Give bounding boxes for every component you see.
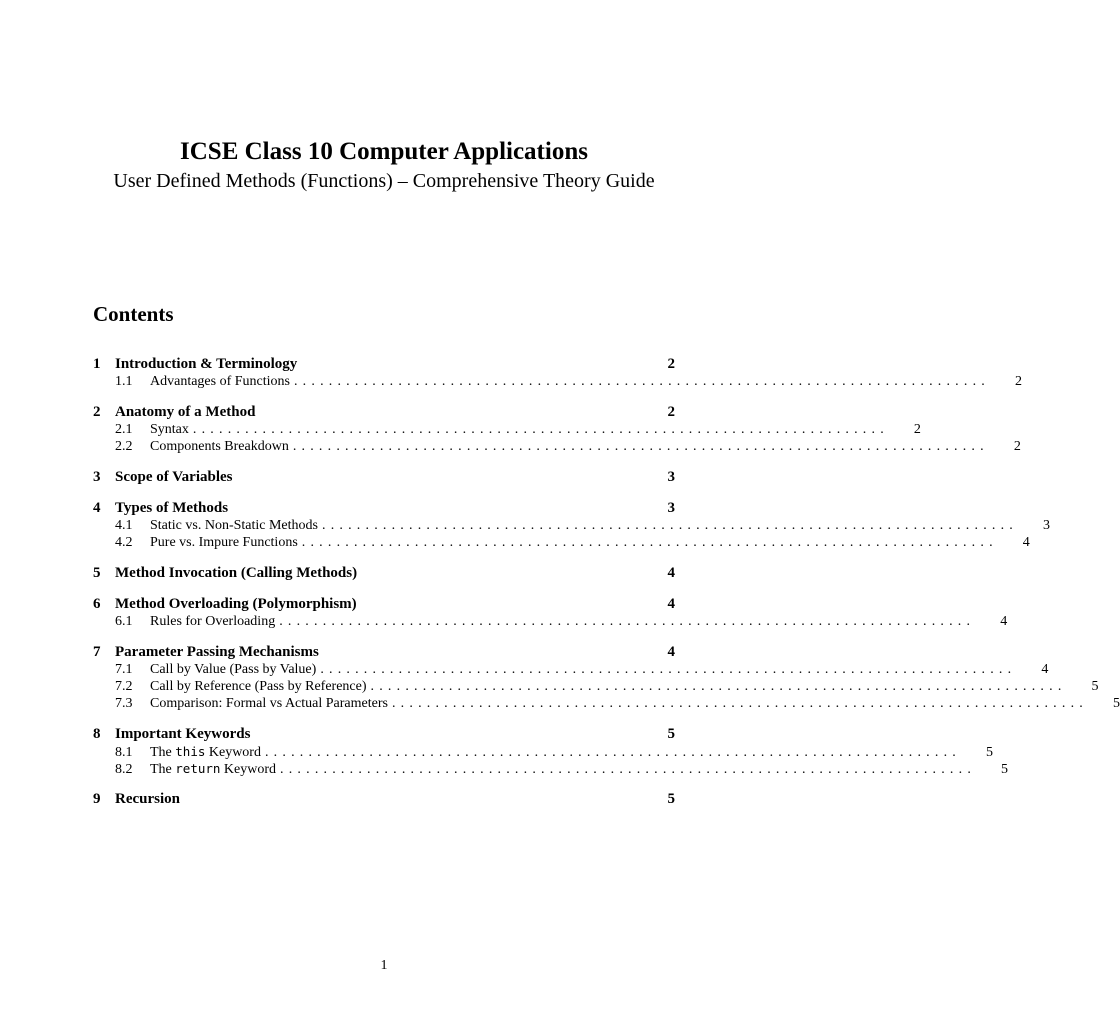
toc-subsection-1.1[interactable]	[115, 373, 1022, 390]
toc-subsection-7.2[interactable]	[115, 678, 1099, 695]
toc-section-title: Introduction & Terminology	[115, 356, 298, 372]
toc-section-number: 6	[93, 596, 101, 612]
toc-subsection-page: 2	[913, 422, 921, 437]
toc-subsection-number: 7.1	[115, 662, 133, 677]
document-title: ICSE Class 10 Computer Applications	[180, 138, 588, 165]
toc-subsection-4.1[interactable]	[115, 517, 1050, 534]
toc-section-2[interactable]	[93, 403, 675, 421]
toc-section-8[interactable]	[93, 725, 675, 743]
toc-subsection-page: 4	[1022, 535, 1030, 550]
toc-subsection-title: Syntax	[150, 422, 189, 437]
toc-subsection-page: 2	[1014, 374, 1022, 389]
toc-section-number: 8	[93, 726, 101, 742]
dot-leader: ................................................................................	[301, 535, 998, 550]
toc-subsection-number: 4.2	[115, 535, 133, 550]
toc-subsection-number: 8.1	[115, 745, 133, 760]
toc-section-title: Method Overloading (Polymorphism)	[115, 596, 357, 612]
toc-section-page: 5	[667, 726, 675, 742]
document-subtitle: User Defined Methods (Functions) – Comprehensive Theory Guide	[113, 170, 655, 192]
toc-subsection-page: 5	[985, 745, 993, 760]
toc-subsection-4.2[interactable]	[115, 534, 1030, 551]
dot-leader: ................................................................................	[322, 518, 1018, 533]
toc-subsection-number: 4.1	[115, 518, 133, 533]
toc-subsection-title: Pure vs. Impure Functions	[150, 535, 298, 550]
toc-section-page: 4	[667, 644, 675, 660]
toc-section-4[interactable]	[93, 499, 675, 517]
toc-subsection-2.2[interactable]	[115, 438, 1021, 455]
toc-subsection-number: 2.1	[115, 422, 133, 437]
dot-leader: ................................................................................	[192, 422, 889, 437]
toc-section-number: 4	[93, 500, 101, 516]
dot-leader: ................................................................................	[370, 679, 1067, 694]
dot-leader: ................................................................................	[292, 439, 989, 454]
toc-subsection-title: Advantages of Functions	[150, 374, 290, 389]
dot-leader: ................................................................................	[280, 762, 977, 777]
table-of-contents	[93, 355, 1120, 808]
toc-subsection-title: Static vs. Non-Static Methods	[150, 518, 318, 533]
toc-section-6[interactable]	[93, 595, 675, 613]
code-keyword: return	[175, 761, 221, 776]
toc-subsection-title: Call by Reference (Pass by Reference)	[150, 679, 367, 694]
toc-subsection-title: The return Keyword	[150, 761, 277, 777]
code-keyword: this	[175, 744, 206, 759]
toc-subsection-number: 7.2	[115, 679, 133, 694]
toc-subsection-page: 5	[1112, 696, 1120, 711]
toc-section-page: 2	[667, 404, 675, 420]
toc-subsection-title: Comparison: Formal vs Actual Parameters	[150, 696, 388, 711]
toc-subsection-page: 4	[1000, 614, 1008, 629]
toc-section-title: Types of Methods	[115, 500, 229, 516]
toc-subsection-number: 8.2	[115, 762, 133, 777]
toc-section-number: 1	[93, 356, 101, 372]
toc-subsection-page: 4	[1041, 662, 1049, 677]
toc-subsection-7.1[interactable]	[115, 661, 1049, 678]
toc-section-title: Anatomy of a Method	[115, 404, 256, 420]
toc-section-5[interactable]	[93, 564, 675, 582]
toc-section-title: Important Keywords	[115, 726, 251, 742]
toc-subsection-page: 5	[1001, 762, 1009, 777]
toc-section-number: 5	[93, 565, 101, 581]
toc-subsection-2.1[interactable]	[115, 421, 921, 438]
dot-leader: ................................................................................	[279, 614, 976, 629]
toc-section-page: 4	[667, 565, 675, 581]
toc-subsection-title: Components Breakdown	[150, 439, 289, 454]
toc-subsection-number: 1.1	[115, 374, 133, 389]
toc-subsection-number: 7.3	[115, 696, 133, 711]
page-number: 1	[380, 958, 388, 973]
toc-section-3[interactable]	[93, 468, 675, 486]
toc-subsection-number: 2.2	[115, 439, 133, 454]
dot-leader: ................................................................................	[391, 696, 1088, 711]
toc-subsection-page: 2	[1013, 439, 1021, 454]
toc-section-page: 3	[667, 500, 675, 516]
toc-section-title: Scope of Variables	[115, 469, 233, 485]
toc-subsection-page: 5	[1091, 679, 1099, 694]
toc-subsection-title: Call by Value (Pass by Value)	[150, 662, 317, 677]
toc-subsection-8.2[interactable]	[115, 760, 1009, 777]
toc-section-9[interactable]	[93, 790, 675, 808]
toc-section-number: 9	[93, 791, 101, 807]
toc-subsection-8.1[interactable]	[115, 743, 993, 760]
dot-leader: ................................................................................	[320, 662, 1017, 677]
toc-subsection-6.1[interactable]	[115, 613, 1008, 630]
toc-section-title: Recursion	[115, 791, 180, 807]
toc-subsection-number: 6.1	[115, 614, 133, 629]
dot-leader: ................................................................................	[264, 745, 961, 760]
contents-heading: Contents	[93, 302, 174, 326]
toc-section-title: Method Invocation (Calling Methods)	[115, 565, 358, 581]
toc-section-page: 4	[667, 596, 675, 612]
dot-leader: ................................................................................	[293, 374, 990, 389]
toc-subsection-7.3[interactable]	[115, 695, 1120, 712]
toc-section-number: 3	[93, 469, 101, 485]
toc-section-1[interactable]	[93, 355, 675, 373]
toc-section-title: Parameter Passing Mechanisms	[115, 644, 319, 660]
toc-section-page: 2	[667, 356, 675, 372]
toc-subsection-title: Rules for Overloading	[150, 614, 276, 629]
toc-section-page: 5	[667, 791, 675, 807]
toc-section-number: 2	[93, 404, 101, 420]
toc-subsection-page: 3	[1043, 518, 1050, 533]
toc-section-7[interactable]	[93, 643, 675, 661]
toc-subsection-title: The this Keyword	[150, 744, 261, 760]
toc-section-number: 7	[93, 644, 101, 660]
toc-section-page: 3	[667, 469, 675, 485]
